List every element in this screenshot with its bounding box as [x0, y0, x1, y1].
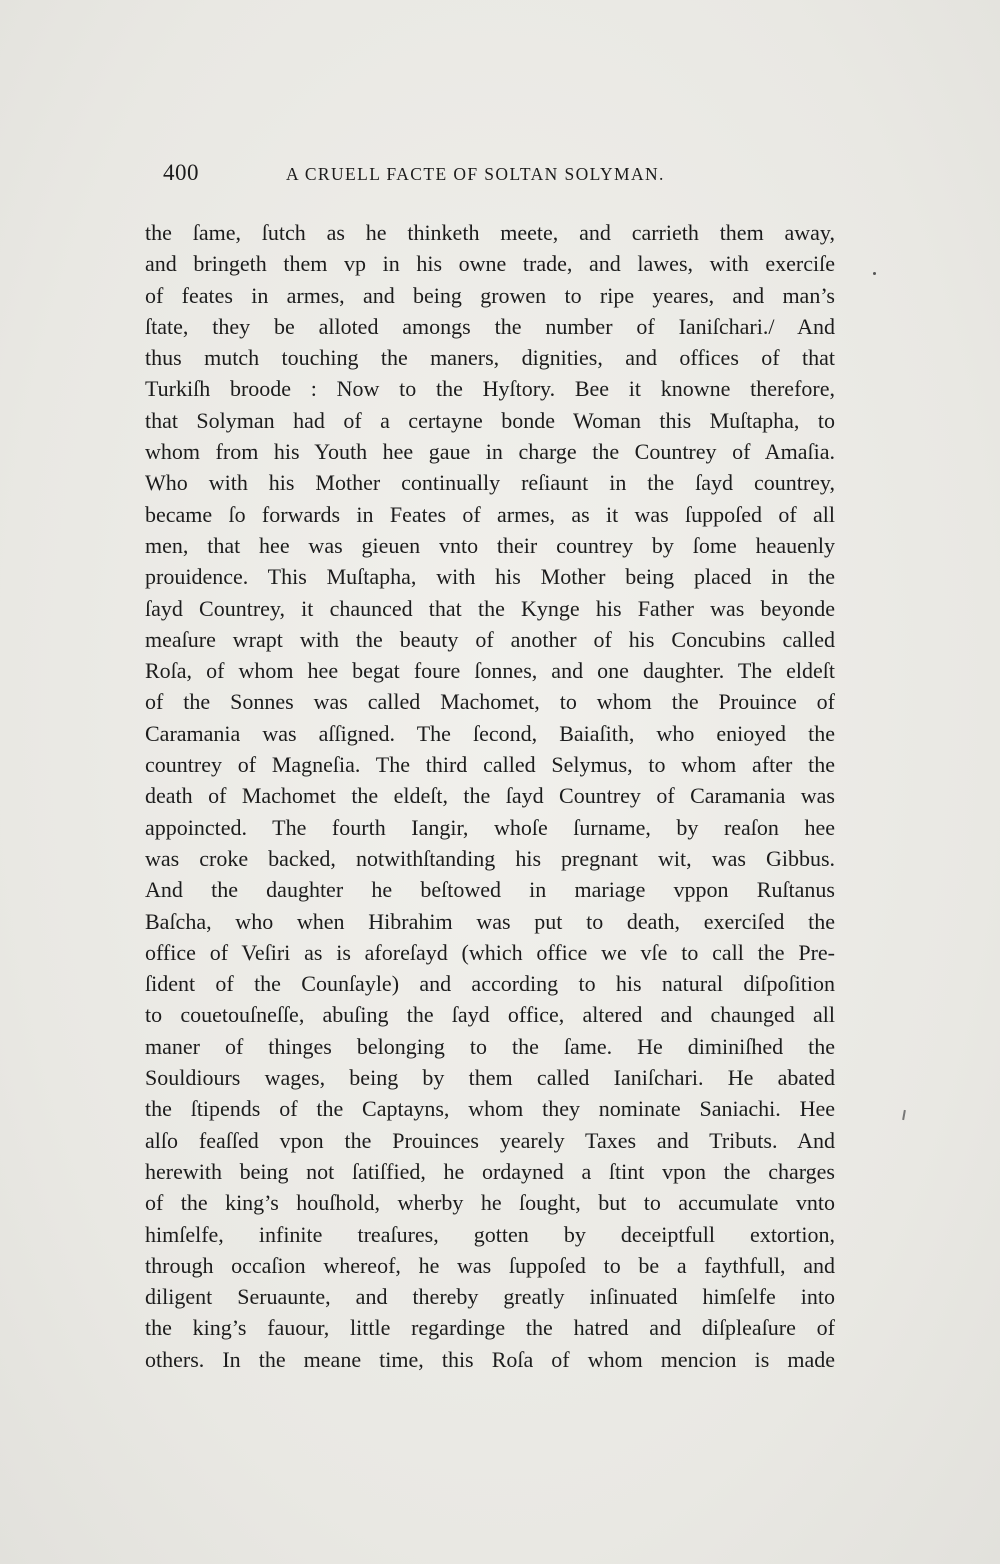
text-line: ſtate, they be alloted amongs the number of Ianiſchari./ And [145, 313, 835, 339]
text-line: maner of thinges belonging to the ſame. He diminiſhed the [145, 1033, 835, 1059]
text-line: of the king’s houſhold, wherby he ſought, but to accumulate vnto [145, 1190, 835, 1216]
text-line: the king’s fauour, little regardinge the hatred and diſpleaſure of [145, 1315, 835, 1341]
text-line: Turkiſh broode : Now to the Hyſtory. Bee it knowne therefore, [145, 376, 835, 402]
text-line: thus mutch touching the maners, dignities, and offices of that [145, 345, 835, 371]
text-line: became ſo forwards in Feates of armes, as it was ſuppoſed of all [145, 501, 835, 527]
text-line: And the daughter he beſtowed in mariage vppon Ruſtanus [145, 877, 835, 903]
text-line: countrey of Magneſia. The third called Selymus, to whom after the [145, 752, 835, 778]
text-line: whom from his Youth hee gaue in charge the Countrey of Amaſia. [145, 439, 835, 465]
text-line: Caramania was aſſigned. The ſecond, Baiaſith, who enioyed the [145, 720, 835, 746]
text-line: diligent Seruaunte, and thereby greatly inſinuated himſelfe into [145, 1284, 835, 1310]
text-line: was croke backed, notwithſtanding his pregnant wit, was Gibbus. [145, 845, 835, 871]
text-line: that Solyman had of a certayne bonde Woman this Muſtapha, to [145, 407, 835, 433]
text-line: ſayd Countrey, it chaunced that the Kynge his Father was beyonde [145, 595, 835, 621]
text-line: alſo feaſſed vpon the Prouinces yearely Taxes and Tributs. And [145, 1127, 835, 1153]
text-line: through occaſion whereof, he was ſuppoſed to be a faythfull, and [145, 1252, 835, 1278]
text-line: others. In the meane time, this Roſa of whom mencion is made [145, 1346, 835, 1372]
text-line: Roſa, of whom hee begat foure ſonnes, and one daughter. The eldeſt [145, 658, 835, 684]
text-line: himſelfe, infinite treaſures, gotten by deceiptfull extortion, [145, 1221, 835, 1247]
page-header [163, 160, 763, 190]
text-line: Who with his Mother continually reſiaunt in the ſayd countrey, [145, 470, 835, 496]
running-title: A CRUELL FACTE OF SOLTAN SOLYMAN. [286, 164, 665, 184]
text-line: the ſtipends of the Captayns, whom they nominate Saniachi. Hee [145, 1096, 835, 1122]
text-line: ſident of the Counſayle) and according to his natural diſpoſition [145, 971, 835, 997]
ink-speck [873, 272, 876, 275]
text-line: death of Machomet the eldeſt, the ſayd Countrey of Caramania was [145, 783, 835, 809]
text-line: meaſure wrapt with the beauty of another of his Concubins called [145, 626, 835, 652]
text-line: to couetouſneſſe, abuſing the ſayd office, altered and chaunged all [145, 1002, 835, 1028]
body-text [145, 217, 835, 1375]
text-line: men, that hee was gieuen vnto their countrey by ſome heauenly [145, 532, 835, 558]
text-line: of the Sonnes was called Machomet, to whom the Prouince of [145, 689, 835, 715]
text-line: the ſame, ſutch as he thinketh meete, and carrieth them away, [145, 220, 835, 245]
ink-speck [902, 1110, 906, 1120]
text-line: Souldiours wages, being by them called Ianiſchari. He abated [145, 1065, 835, 1091]
text-line: of feates in armes, and being growen to ripe yeares, and man’s [145, 282, 835, 308]
text-line: office of Veſiri as is aforeſayd (which office we vſe to call the Pre- [145, 939, 835, 965]
text-line: prouidence. This Muſtapha, with his Mother being placed in the [145, 564, 835, 590]
text-line: appoincted. The fourth Iangir, whoſe ſurname, by reaſon hee [145, 814, 835, 840]
text-line: herewith being not ſatiſfied, he ordayned a ſtint vpon the charges [145, 1158, 835, 1184]
page-number: 400 [163, 160, 199, 185]
text-line: Baſcha, who when Hibrahim was put to death, exerciſed the [145, 908, 835, 934]
text-line: and bringeth them vp in his owne trade, and lawes, with exerciſe [145, 251, 835, 277]
